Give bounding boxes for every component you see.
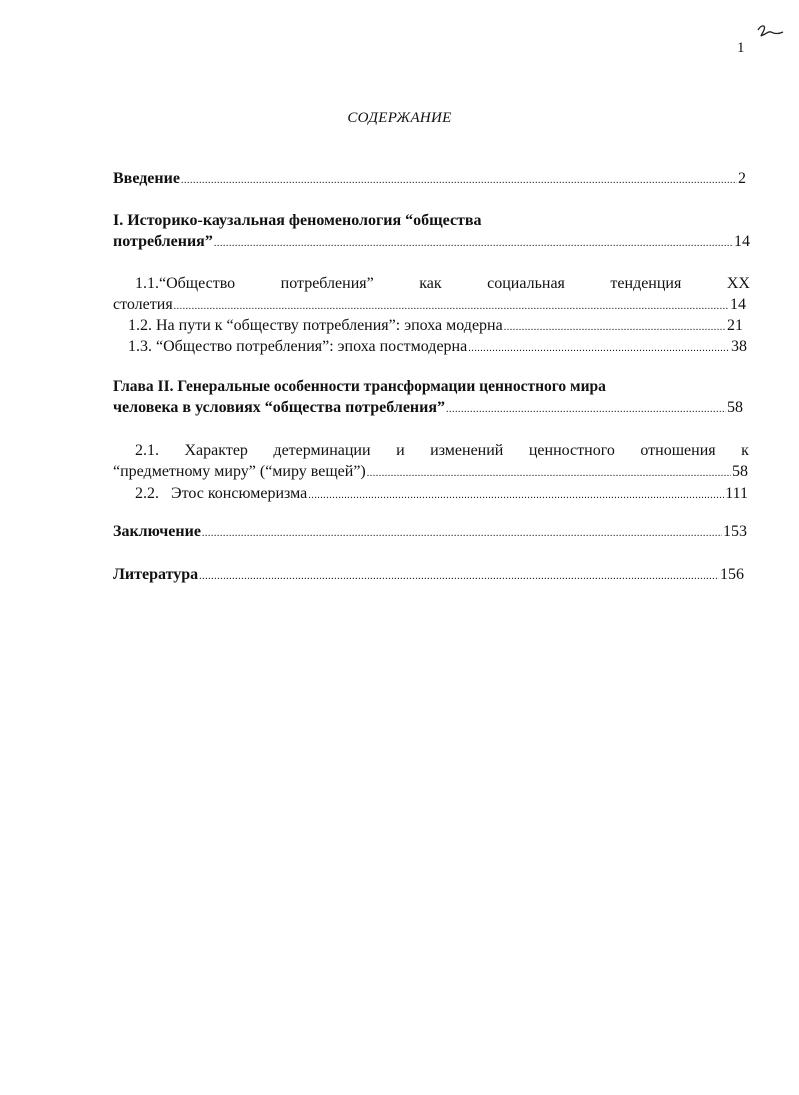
page-number: 1 [737,40,745,56]
word: 1.1.“Общество [135,275,236,292]
word: как [419,275,442,292]
toc-entry-label: 1.3. “Общество потребления”: эпоха постмодерна [128,338,468,355]
toc-entry-label: столетия [113,296,173,313]
toc-entry-2-2 [135,485,748,503]
toc-entry-page: 111 [725,485,748,502]
toc-entry-label: человека в условиях “общества потребления” [113,399,446,416]
dot-leader [199,571,719,582]
toc-entry-chapter2-line1: Глава II. Генеральные особенности трансформации ценностного мира [113,378,606,395]
toc-entry-conclusion [113,523,747,541]
word: ценностного [528,442,615,459]
dot-leader [181,175,737,186]
dot-leader [202,528,722,539]
toc-entry-label: потребления” [113,233,213,250]
toc-entry-chapter1-line1: I. Историко-каузальная феноменология “общества [113,212,482,229]
toc-entry-1-1-line1 [135,275,750,293]
toc-title: СОДЕРЖАНИЕ [347,110,452,126]
word: детерминации [273,442,371,459]
word: потребления” [280,275,374,292]
word: социальная [487,275,565,292]
toc-entry-page: 38 [731,338,747,355]
toc-entry-2-1-line1 [135,442,749,460]
toc-entry-label: “предметному миру” (“миру вещей”) [113,463,366,480]
handwritten-mark [755,22,785,44]
toc-entry-label: 1.2. На пути к “обществу потребления”: эпоха модерна [128,317,503,334]
dot-leader [308,490,724,501]
toc-entry-1-2 [128,317,743,335]
toc-entry-1-1 [113,296,746,314]
word: 2.1. [135,442,159,459]
toc-entry-label: Заключение [113,523,201,540]
dot-leader [446,404,726,415]
dot-leader [174,301,729,312]
dot-leader [468,343,730,354]
dot-leader [367,468,731,479]
toc-entry-page: 2 [738,170,746,187]
toc-entry-chapter2 [113,399,743,417]
toc-entry-chapter1 [113,233,750,251]
toc-entry-introduction [113,170,746,188]
toc-entry-page: 21 [727,317,743,334]
word: и [396,442,405,459]
toc-entry-literature [113,566,744,584]
toc-entry-page: 58 [727,399,743,416]
toc-entry-page: 156 [720,566,744,583]
toc-entry-label: Введение [113,170,180,187]
word: Характер [184,442,248,459]
dot-leader [504,322,726,333]
toc-entry-1-3 [128,338,747,356]
word: тенденция [610,275,682,292]
word: к [741,442,749,459]
toc-entry-page: 58 [732,463,748,480]
word: XX [726,275,750,292]
toc-entry-label: 2.2. Этос консюмеризма [135,485,308,502]
toc-entry-2-1 [113,463,748,481]
dot-leader [214,238,733,249]
toc-entry-label: Литература [113,566,199,583]
word: изменений [430,442,504,459]
word: отношения [640,442,716,459]
toc-entry-page: 14 [730,296,746,313]
toc-entry-page: 14 [734,233,750,250]
toc-entry-page: 153 [723,523,747,540]
